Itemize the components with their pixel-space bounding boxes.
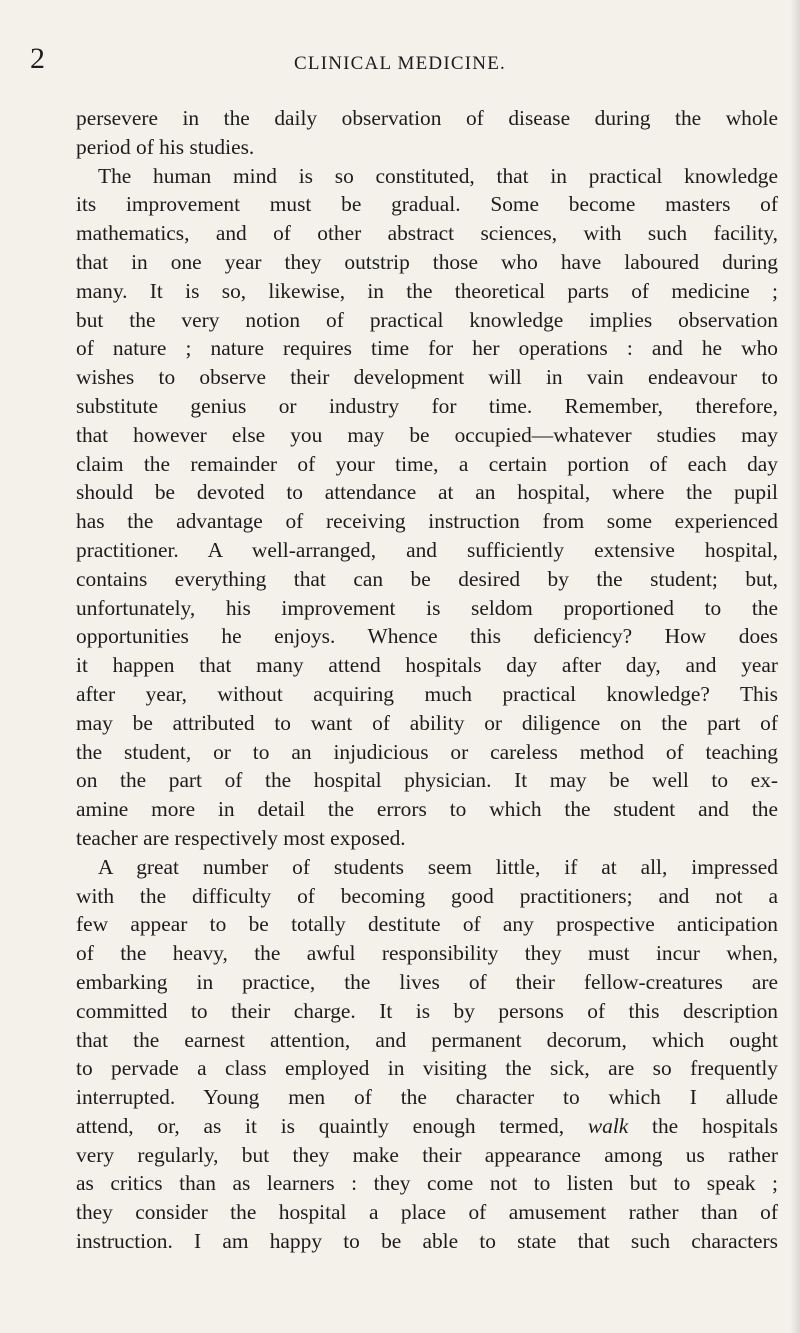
paragraph-start-line: The human mind is so constituted, that in practical knowledge (98, 163, 778, 188)
text-line: opportunities he enjoys. Whence this deficiency? How does (76, 624, 778, 649)
text-line: committed to their charge. It is by persons of this description (76, 998, 778, 1023)
text-line: after year, without acquiring much practical knowledge? This (76, 681, 778, 706)
text-line: practitioner. A well-arranged, and sufficiently extensive hospital, (76, 537, 778, 562)
text-line: that in one year they outstrip those who have laboured during (76, 249, 778, 274)
text-line: many. It is so, likewise, in the theoretical parts of medicine ; (76, 278, 778, 303)
text-line: of the heavy, the awful responsibility they must incur when, (76, 941, 778, 966)
page-edge-shadow (790, 0, 800, 1333)
text-line: its improvement must be gradual. Some become masters of (76, 192, 778, 217)
text-line: has the advantage of receiving instruction from some experienced (76, 509, 778, 534)
text-segment: the hospitals (652, 1113, 778, 1138)
text-line: it happen that many attend hospitals day after day, and year (76, 653, 778, 678)
text-line: that the earnest attention, and permanent decorum, which ought (76, 1027, 778, 1052)
text-line: instruction. I am happy to be able to state that such characters (76, 1229, 778, 1254)
text-line: contains everything that can be desired by the student; but, (76, 566, 778, 591)
paragraph-start-line: A great number of students seem little, if at all, impressed (98, 854, 778, 879)
text-line: persevere in the daily observation of disease during the whole (76, 106, 778, 130)
text-line: to pervade a class employed in visiting the sick, are so frequently (76, 1056, 778, 1081)
text-line: teacher are respectively most exposed. (76, 825, 406, 850)
text-line: on the part of the hospital physician. It may be well to ex- (76, 768, 778, 793)
text-line: very regularly, but they make their appearance among us rather (76, 1142, 778, 1167)
page-number: 2 (30, 42, 45, 75)
running-head: CLINICAL MEDICINE. (294, 53, 506, 74)
text-line: the student, or to an injudicious or careless method of teaching (76, 739, 778, 764)
text-line: with the difficulty of becoming good practitioners; and not a (76, 883, 778, 908)
text-line: but the very notion of practical knowledge implies observation (76, 307, 778, 332)
text-line: they consider the hospital a place of amusement rather than of (76, 1200, 778, 1225)
text-line: interrupted. Young men of the character to which I allude (76, 1085, 778, 1110)
italic-word: walk (587, 1113, 629, 1138)
text-line: few appear to be totally destitute of any prospective anticipation (76, 912, 778, 937)
text-line: of nature ; nature requires time for her operations : and he who (76, 336, 778, 361)
text-line: embarking in practice, the lives of their fellow-creatures are (76, 969, 778, 994)
text-line: claim the remainder of your time, a certain portion of each day (76, 451, 778, 476)
text-line: may be attributed to want of ability or diligence on the part of (76, 710, 778, 735)
text-line: wishes to observe their development will in vain endeavour to (76, 365, 778, 390)
text-line: unfortunately, his improvement is seldom proportioned to the (76, 595, 778, 620)
body-text (76, 104, 778, 1256)
text-line: period of his studies. (76, 134, 255, 159)
text-line-with-italic (76, 1112, 778, 1141)
text-line: amine more in detail the errors to which the student and the (76, 797, 778, 822)
text-line: as critics than as learners : they come not to listen but to speak ; (76, 1171, 778, 1196)
text-segment: attend, or, as it is quaintly enough termed, (76, 1113, 565, 1138)
text-line: mathematics, and of other abstract sciences, with such facility, (76, 221, 778, 246)
text-line: that however else you may be occupied—whatever studies may (76, 422, 778, 447)
text-line: should be devoted to attendance at an hospital, where the pupil (76, 480, 778, 505)
text-line: substitute genius or industry for time. Remember, therefore, (76, 393, 778, 418)
